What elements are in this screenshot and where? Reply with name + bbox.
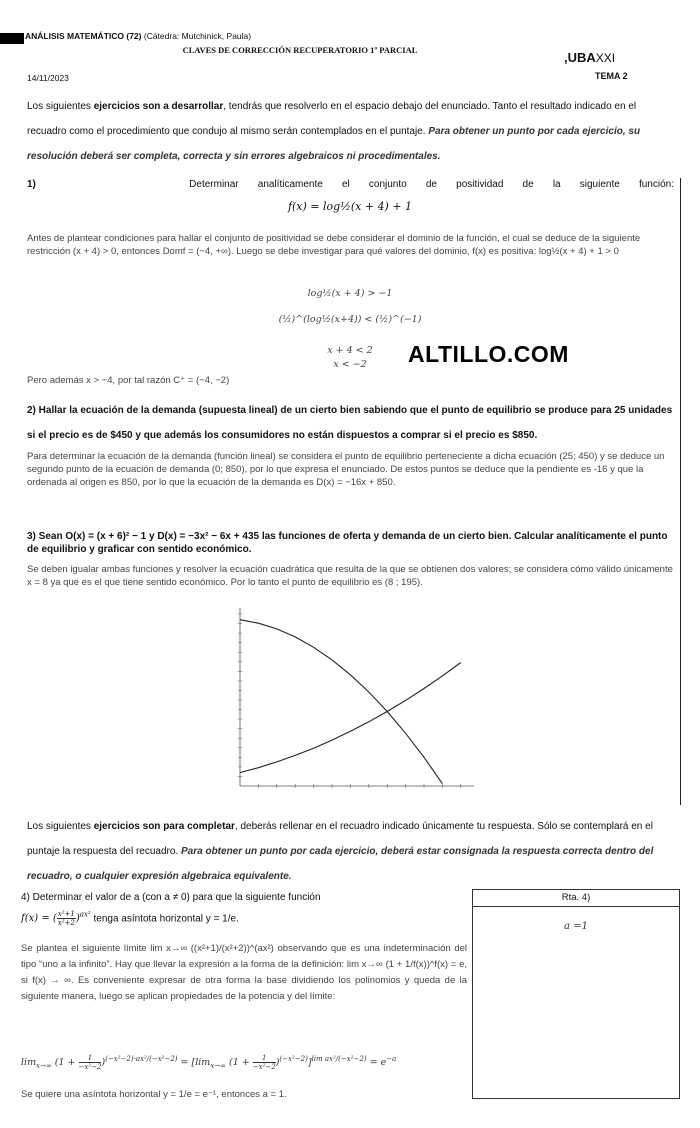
ex2-statement: 2) Hallar la ecuación de la demanda (supuesta lineal) de un cierto bien sabiendo que el punto de equilibrio se produce para 25 unidades si el precio es de $450 y que además los consumidores no están dispuestos a comprar si el precio es $850. [27,405,673,441]
answer-box-4[interactable] [472,889,680,1099]
demand-curve [240,620,442,784]
ex1-explanation: Antes de plantear condiciones para hallar el conjunto de positividad se debe considerar el dominio de la función, el cual se deduce de la siguiente restricción (x + 4) > 0, entonces Domf = (−4, +∞). Luego se debe investigar para qué valores del dominio, f(x) es positiva: log½(x + 4) + 1 > 0 [27,233,641,257]
tema-label: TEMA 2 [595,71,628,81]
chart-series [240,620,461,784]
chart-axes [240,608,474,786]
ex2-explanation: Para determinar la ecuación de la demanda (función lineal) se considera el punto de equilibrio perteneciente a dicha ecuación (25; 450) y se deduce un segundo punto de la ecuación de demanda (0; 850), por lo que expresa el enunciado. De estos puntos se deduce que la pendiente es -16 y que la ordenada al origen es 850, por lo que la ecuación de la demanda es D(x) = −16x + 850. [27,451,665,488]
intro2-mid: , deberás rellenar en el recuadro indicado únicamente tu respuesta. Sólo se contemplará en el puntaje la respuesta del recuadro. [27,821,653,857]
intro1-italic: Para obtener un punto por cada ejercicio, su resolución deberá ser completa, correcta y sin errores algebraicos ni procedimentales. [27,126,641,162]
ex3-explanation: Se deben igualar ambas funciones y resolver la ecuación cuadrática que resulta de la que se obtienen dos valores; se considera cómo válido únicamente x = 8 ya que es el que tiene sentido económico. Por lo tanto el punto de equilibrio es (8 ; 195). [27,564,673,588]
intro2-bold: ejercicios son para completar [93,821,235,832]
ex1-conclusion: Pero además x > −4, por tal razón C⁺ = (−4, −2) [27,375,230,386]
ex4-limit-equation: $\lim_{x\to\infty} (1$ + $\frac{1}{\text{−x²−2}}$ )$^{(-x^2-2)\cdot ax^2/(-x^2-2)} = [\lim_{x\to\infty}$ (1 + $\frac{1}{\text{−x²−2}}$ )$^{(-x^2-2)}]^{lim ax^2/(-x^2-2)} = e^{-a}$ [21,1054,397,1071]
ex1-number: 1) [27,179,36,190]
ex4-statement-line2 [21,907,467,927]
watermark: ALTILLO.COM [408,341,569,367]
answer-box-title: Rta. 4) [473,890,679,907]
intro1-bold: ejercicios son a desarrollar [93,101,224,112]
supply-curve [240,663,461,773]
ex4-statement-b: tenga asíntota horizontal y = 1/e. [93,913,239,925]
uba-logo [564,50,615,65]
ex1-statement [27,172,674,197]
answer-value: a =1 [564,921,588,932]
ex4-statement-a: 4) Determinar el valor de a (con a ≠ 0) para que la siguiente función [21,892,321,903]
ex1-statement-text: Determinar analíticamente el conjunto de positividad de la siguiente función: [189,179,674,190]
ex1-step-1: log½(x + 4) > −1 [307,288,393,299]
ex3-statement: 3) Sean O(x) = (x + 6)² − 1 y D(x) = −3x² − 6x + 435 las funciones de oferta y demanda de un cierto bien. Calcular analíticamente el punto de equilibrio y graficar con sentido económico. [27,531,668,555]
course-title [25,31,251,41]
intro-develop [27,94,674,169]
course-name: ANÁLISIS MATEMÁTICO (72) [25,31,142,41]
document-subtitle: CLAVES DE CORRECCIÓN RECUPERATORIO 1º PARCIAL [182,45,418,55]
uba-logo-suffix: XXI [595,51,616,65]
intro2-italic: Para obtener un punto por cada ejercicio, deberá estar consignada la respuesta correcta dentro del recuadro, o cualquier expresión algebraica equivalente. [27,846,654,882]
header-black-bar [0,33,24,44]
right-border-line [680,178,681,805]
exam-date: 14/11/2023 [27,73,69,83]
ex1-step-4: x < −2 [333,359,367,370]
ex1-step-2: (½)^(log½(x+4)) < (½)^(−1) [278,314,422,325]
uba-logo-main: ,UBA [564,50,596,65]
ex4-explanation: Se plantea el siguiente límite lim x→∞ ((x²+1)/(x²+2))^(ax²) observando que es una indeterminación del tipo “uno a la infinito”. Hay que llevar la expresión a la forma de la definición: lim x→∞ (1 + 1/f(x))^f(x) = e, si f(x) → ∞. Es conveniente expresar de otra forma la base dividiendo los polinomios y queda de la siguiente manera, luego se aplican propiedades de la potencia y del límite: [21,943,467,1002]
ex4-final: Se quiere una asíntota horizontal y = 1/e = e⁻¹, entonces a = 1. [21,1089,287,1100]
intro1-pre: Los siguientes [27,101,94,112]
intro-complete [27,814,674,889]
supply-demand-chart [200,600,480,800]
ex1-step-3: x + 4 < 2 [327,345,373,356]
ex4-function-formula: f(x) = ( $\frac{\text{x²+1}}{\text{x²+2}}$ )$^{ax^2}$ [21,910,91,928]
intro2-pre: Los siguientes [27,821,94,832]
chair-name: (Cátedra: Mutchinick, Paula) [143,31,252,41]
ex1-formula: f(x) = log½(x + 4) + 1 [287,200,413,213]
intro1-mid: , tendrás que resolverlo en el espacio debajo del enunciado. Tanto el resultado indicado en el recuadro como el procedimiento que condujo al mismo serán contemplados en el puntaje. [27,101,637,137]
